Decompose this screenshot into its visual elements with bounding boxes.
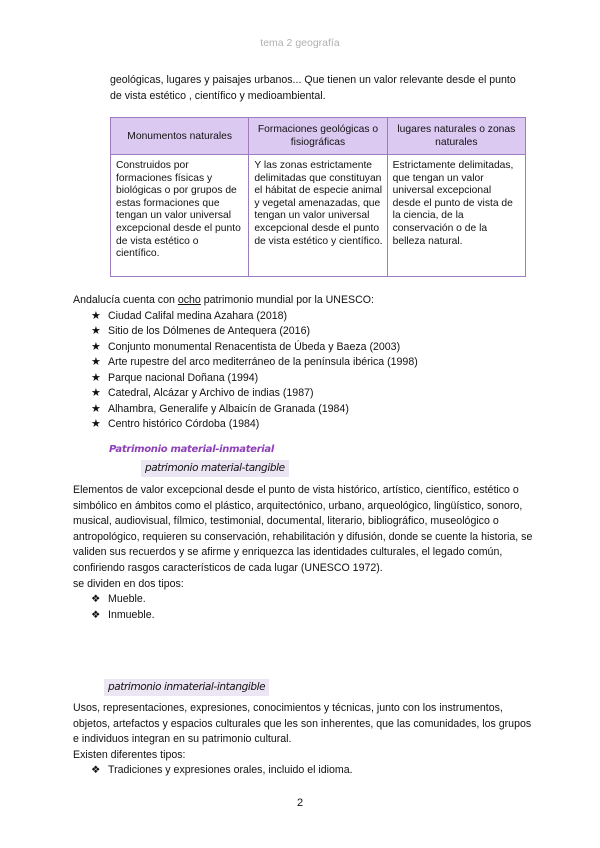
table-header-cell: Monumentos naturales [111, 118, 249, 155]
unesco-intro-text: Andalucía cuenta con [73, 294, 178, 306]
diamond-bullet-icon: ❖ [91, 593, 101, 606]
star-icon: ★ [91, 371, 101, 384]
list-item [91, 324, 543, 340]
material-section [73, 483, 535, 623]
table-cell: Y las zonas estrictamente delimitadas que constituyan el hábitat de especie animal y vegetal amenazadas, que tengan un valor universal excepcional desde el punto de vista estético y científico. [249, 155, 387, 277]
unesco-intro-text-end: patrimonio mundial por la UNESCO: [200, 294, 374, 306]
intro-paragraph: geológicas, lugares y paisajes urbanos... Que tienen un valor relevante desde el punto de vista estético , científico y medioambiental. [110, 74, 516, 102]
material-description: Elementos de valor excepcional desde el punto de vista histórico, artístico, científico, estético o simbólico en ámbitos como el plástico, arquitectónico, urbano, arqueológico, lingüístico, sonoro, musical, audiovisual, fílmico, testimonial, documental, literario, bibliográfico, museológico o antropológico, requieren su conservación, rehabilitación y difusión, donde se cuente la historia, se validen sus recuerdos y se afirme y enriquezca las identidades culturales, el legado común, confiriendo rasgos característicos de cada lugar (UNESCO 1972). [73, 484, 533, 574]
material-types-list [73, 592, 535, 623]
list-item-text: Catedral, Alcázar y Archivo de indias (1987) [108, 387, 314, 399]
table-header-cell: lugares naturales o zonas naturales [387, 118, 525, 155]
list-item [91, 340, 543, 356]
star-icon: ★ [91, 325, 101, 337]
material-subheading: patrimonio material-tangible [141, 460, 289, 477]
list-item-text: Parque nacional Doñana (1994) [108, 371, 259, 384]
page-number: 2 [296, 797, 304, 809]
list-item [91, 371, 543, 387]
table-cell: Construidos por formaciones físicas y biológicas o por grupos de estas formaciones que tengan un valor universal excepcional desde el punto de vista estético o científico. [111, 155, 249, 277]
table-header-cell: Formaciones geológicas o fisiográficas [249, 118, 387, 155]
star-icon: ★ [91, 387, 101, 399]
list-item-text: Alhambra, Generalife y Albaicín de Granada (1984) [108, 402, 349, 415]
list-item-text: Inmueble. [108, 608, 155, 621]
table-row [111, 155, 526, 277]
section-heading: Patrimonio material-inmaterial [109, 444, 274, 455]
material-types-intro: se dividen en dos tipos: [73, 577, 184, 590]
list-item [91, 592, 535, 608]
star-icon: ★ [91, 356, 101, 368]
list-item [91, 386, 543, 402]
table-header-row [111, 118, 526, 155]
star-icon: ★ [91, 309, 101, 322]
star-icon: ★ [91, 340, 101, 353]
list-item-text: Ciudad Califal medina Azahara (2018) [108, 309, 288, 322]
inmaterial-types-list [73, 763, 535, 779]
list-item-text: Centro histórico Córdoba (1984) [108, 418, 260, 430]
list-item-text: Mueble. [108, 593, 146, 606]
list-item-text: Tradiciones y expresiones orales, incluido el idioma. [108, 764, 353, 777]
page-header: tema 2 geografía [260, 37, 340, 49]
natural-heritage-table [110, 117, 526, 277]
diamond-bullet-icon: ❖ [91, 764, 101, 777]
inmaterial-description: Usos, representaciones, expresiones, conocimientos y técnicas, junto con los instrumentos, objetos, artefactos y espacios culturales que les son inherentes, que las comunidades, los grupos e individuos integran en su patrimonio cultural. [73, 702, 532, 746]
list-item [91, 608, 535, 624]
list-item [91, 355, 543, 371]
list-item [91, 417, 543, 433]
list-item-text: Conjunto monumental Renacentista de Úbeda y Baeza (2003) [108, 340, 401, 353]
list-item [91, 309, 543, 325]
list-item-text: Arte rupestre del arco mediterráneo de la península ibérica (1998) [108, 356, 418, 368]
list-item [91, 402, 543, 418]
inmaterial-subheading: patrimonio inmaterial-intangible [104, 679, 269, 696]
unesco-count-highlight: ocho [177, 294, 201, 306]
list-item [91, 763, 535, 779]
table-cell: Estrictamente delimitadas, que tengan un valor universal excepcional desde el punto de vista de la ciencia, de la conservación o de la belleza natural. [387, 155, 525, 277]
unesco-section [73, 293, 543, 433]
star-icon: ★ [91, 402, 101, 415]
list-item-text: Sitio de los Dólmenes de Antequera (2016) [108, 325, 310, 337]
diamond-bullet-icon: ❖ [91, 608, 101, 621]
unesco-list [73, 309, 543, 433]
inmaterial-types-intro: Existen diferentes tipos: [73, 748, 186, 761]
star-icon: ★ [91, 418, 101, 430]
unesco-intro [73, 293, 543, 309]
inmaterial-section [73, 701, 535, 779]
